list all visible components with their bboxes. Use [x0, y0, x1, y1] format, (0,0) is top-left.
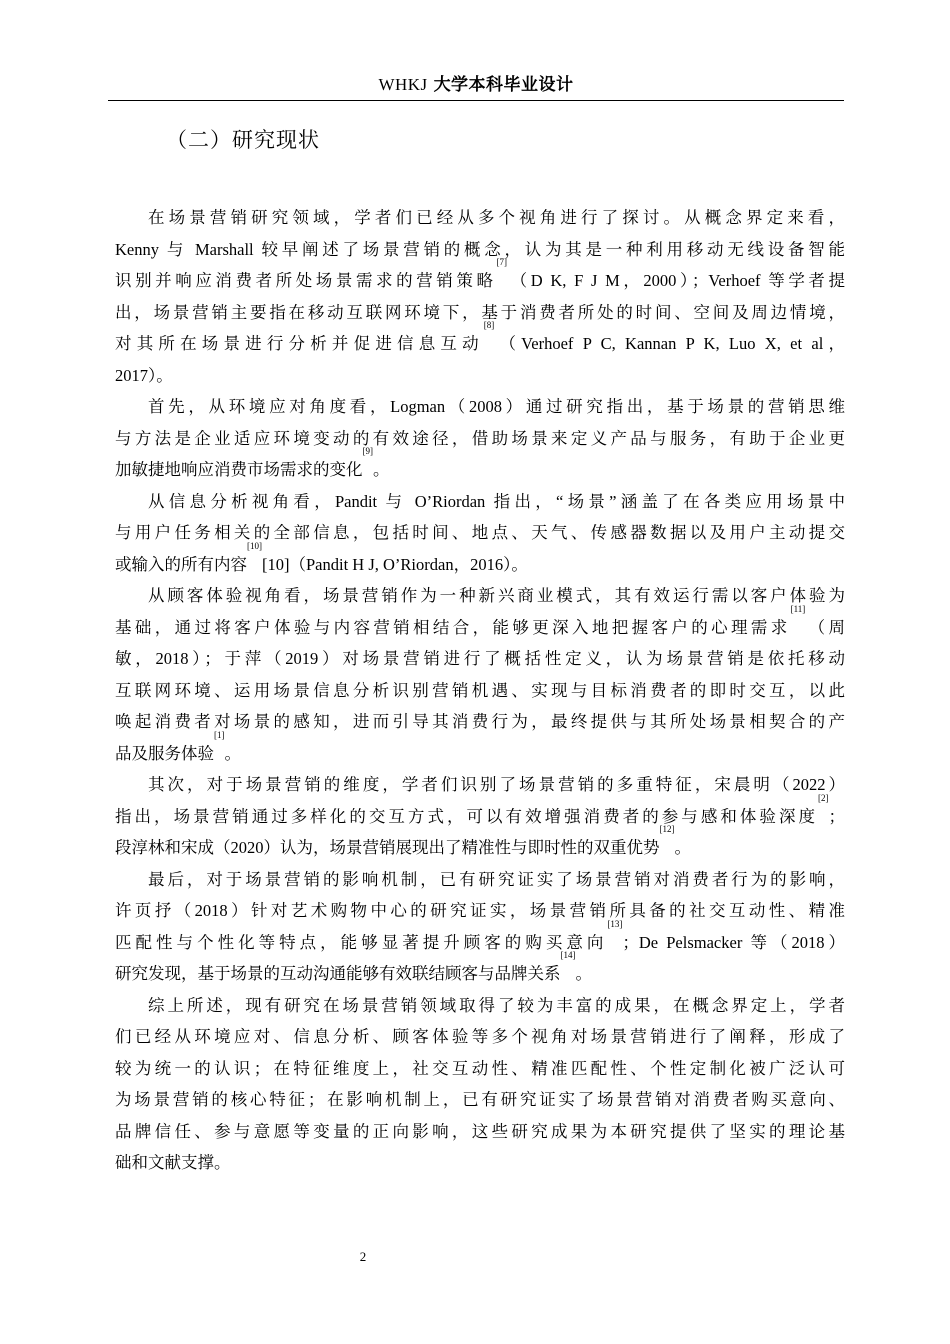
text-line: 础和文献支撑。 [115, 1153, 231, 1172]
page-number: 2 [359, 1249, 367, 1264]
text-line: 基础，通过将客户体验与内容营销相结合，能够更深入地把握客户的心理需求[11]（周 [115, 603, 846, 637]
running-header [108, 72, 844, 98]
text-line: 较为统一的认识；在特征维度上，社交互动性、精准匹配性、个性定制化被广泛认可 [115, 1058, 845, 1078]
paragraph [115, 486, 845, 581]
citation-marker: [9] [362, 446, 373, 456]
text-line: 匹配性与个性化等特点，能够显著提升顾客的购买意向[13]；De Pelsmacker 等（2018） [115, 918, 845, 952]
text-line: 敏，2018）；于萍（2019）对场景营销进行了概括性定义，认为场景营销是依托移动 [115, 649, 845, 668]
text-line: 出，场景营销主要指在移动互联网环境下，基于消费者所处的时间、空间及周边情境， [115, 302, 845, 322]
header-rule [108, 100, 844, 101]
paragraph [115, 990, 845, 1179]
text-line: 唤起消费者对场景的感知，进而引导其消费行为，最终提供与其所处场景相契合的产 [115, 712, 845, 731]
body-text [115, 202, 845, 1179]
text-line: 指出，场景营销通过多样化的交互方式，可以有效增强消费者的参与感和体验深度[2]； [115, 792, 845, 826]
text-line: 其次，对于场景营销的维度，学者们识别了场景营销的多重特征，宋晨明（2022） [148, 775, 845, 794]
citation-marker: [12] [659, 824, 675, 834]
citation-marker: [2] [818, 792, 829, 803]
citation-marker: [13] [607, 918, 623, 929]
section-title: （二）研究现状 [166, 128, 320, 152]
citation-marker: [1] [214, 729, 225, 740]
text-line: 加敏捷地响应消费市场需求的变化[9]。 [115, 446, 390, 479]
text-line: Kenny 与 Marshall 较早阐述了场景营销的概念，认为其是一种利用移动无线设备智能 [115, 239, 845, 259]
text-line: 互联网环境、运用场景信息分析识别营销机遇、实现与目标消费者的即时交互，以此 [115, 680, 845, 700]
text-line: 与用户任务相关的全部信息，包括时间、地点、天气、传感器数据以及用户主动提交 [115, 523, 845, 542]
text-line: 综上所述，现有研究在场景营销领域取得了较为丰富的成果，在概念界定上，学者 [148, 995, 845, 1015]
text-line: 识别并响应消费者所处场景需求的营销策略[7]（D K, F J M，2000）；Verhoef 等学者提 [115, 257, 846, 290]
text-line: 2017）。 [115, 365, 173, 385]
text-line: 们已经从环境应对、信息分析、顾客体验等多个视角对场景营销进行了阐释，形成了 [115, 1027, 845, 1046]
text-line: 首先，从环境应对角度看，Logman（2008）通过研究指出，基于场景的营销思维 [148, 397, 845, 416]
paragraph [115, 391, 845, 486]
paragraph [115, 580, 845, 769]
text-line: 从顾客体验视角看，场景营销作为一种新兴商业模式，其有效运行需以客户体验为 [148, 586, 845, 605]
header-title: 大学本科毕业设计 [433, 75, 574, 95]
citation-marker: [8] [483, 320, 495, 330]
citation-marker: [11] [790, 603, 806, 614]
paragraph [115, 769, 845, 864]
citation-marker: [10] [247, 540, 262, 551]
citation-marker: [7] [496, 257, 508, 267]
text-line: 最后，对于场景营销的影响机制，已有研究证实了场景营销对消费者行为的影响， [148, 869, 845, 889]
text-line: 或输入的所有内容[10][10]（Pandit H J, O’Riordan，2016）。 [115, 540, 528, 574]
text-line: 品及服务体验[1]。 [115, 729, 241, 763]
text-line: 许页抒（2018）针对艺术购物中心的研究证实，场景营销所具备的社交互动性、精准 [115, 901, 845, 920]
header-latin: WHKJ [378, 75, 428, 94]
citation-marker: [14] [560, 950, 576, 960]
text-line: 从信息分析视角看，Pandit 与 O’Riordan 指出，“场景”涵盖了在各类应用场景中 [148, 491, 845, 511]
text-line: 品牌信任、参与意愿等变量的正向影响，这些研究成果为本研究提供了坚实的理论基 [115, 1121, 845, 1141]
paragraph [115, 202, 845, 391]
text-line: 为场景营销的核心特征；在影响机制上，已有研究证实了场景营销对消费者购买意向、 [115, 1090, 845, 1109]
text-line: 研究发现，基于场景的互动沟通能够有效联结顾客与品牌关系[14]。 [115, 950, 592, 983]
paragraph [115, 864, 845, 990]
text-line: 在场景营销研究领域，学者们已经从多个视角进行了探讨。从概念界定来看， [148, 208, 845, 227]
text-line: 段淳林和宋成（2020）认为，场景营销展现出了精准性与即时性的双重优势[12]。 [115, 824, 691, 857]
text-line: 对其所在场景进行分析并促进信息互动[8]（Verhoef P C, Kannan P K, Luo X, et al， [115, 320, 845, 353]
text-line: 与方法是企业适应环境变动的有效途径，借助场景来定义产品与服务，有助于企业更 [115, 428, 845, 448]
